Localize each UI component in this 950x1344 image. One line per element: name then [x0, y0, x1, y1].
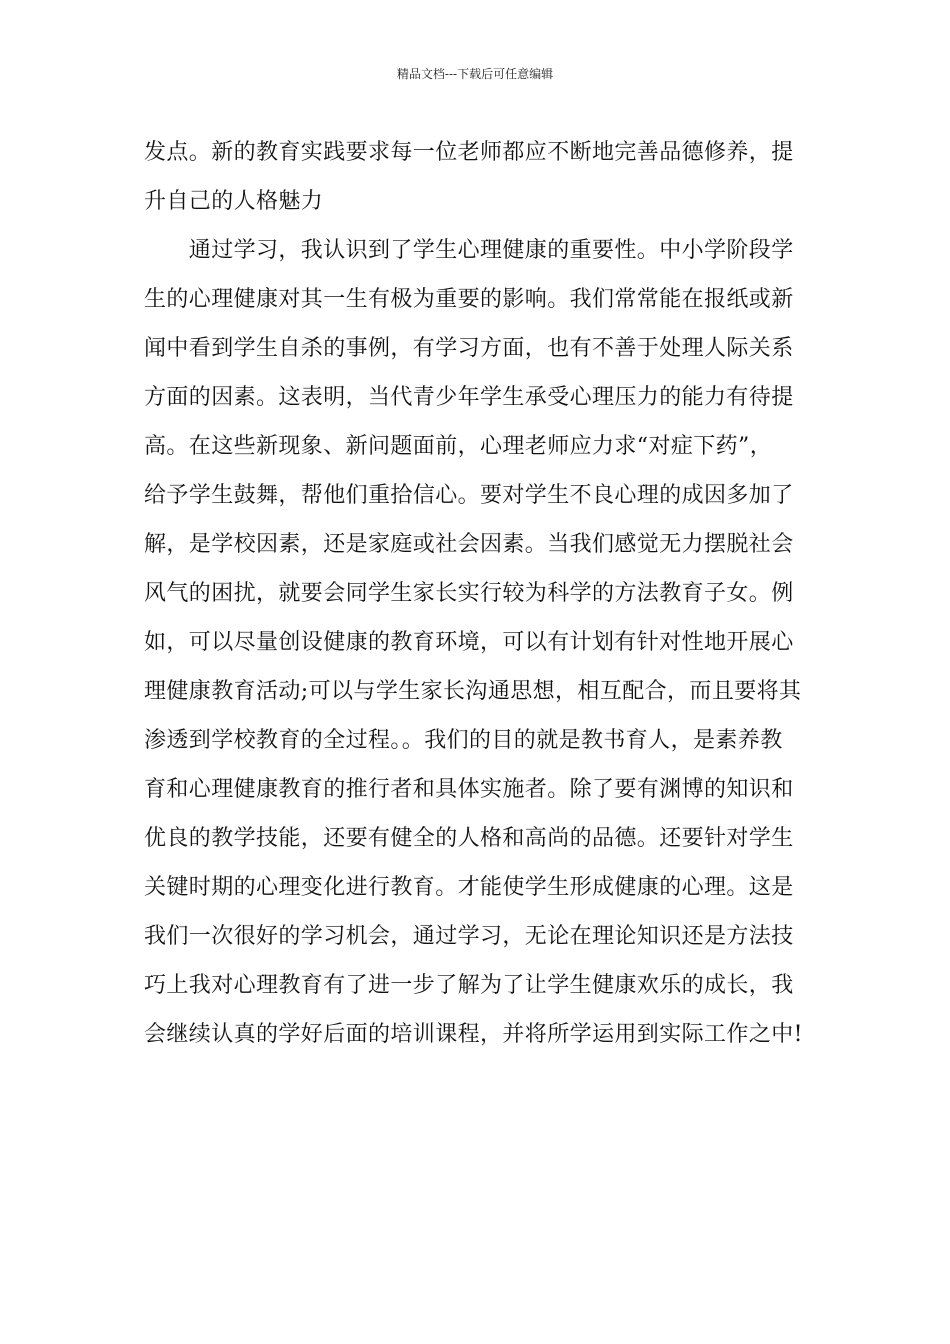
text-line: 育和心理健康教育的推行者和具体实施者。除了要有渊博的知识和 [144, 777, 794, 802]
text-line: 关键时期的心理变化进行教育。才能使学生形成健康的心理。这是 [144, 875, 794, 900]
text-line: 如，可以尽量创设健康的教育环境，可以有计划有针对性地开展心 [144, 630, 794, 655]
text-line: 升自己的人格魅力 [144, 189, 324, 214]
text-line: 我们一次很好的学习机会，通过学习，无论在理论知识还是方法技 [144, 924, 794, 949]
page-header: 精品文档---下载后可任意编辑 [396, 67, 554, 81]
text-line: 通过学习，我认识到了学生心理健康的重要性。中小学阶段学 [144, 238, 794, 263]
text-line: 方面的因素。这表明，当代青少年学生承受心理压力的能力有待提 [144, 385, 794, 410]
text-line: 给予学生鼓舞，帮他们重拾信心。要对学生不良心理的成因多加了 [144, 483, 794, 508]
text-line: 高。在这些新现象、新问题面前，心理老师应力求“对症下药”， [144, 434, 773, 459]
text-line: 解，是学校因素，还是家庭或社会因素。当我们感觉无力摆脱社会 [144, 532, 794, 557]
text-line: 发点。新的教育实践要求每一位老师都应不断地完善品德修养，提 [144, 140, 794, 165]
document-body [144, 128, 808, 1059]
text-line: 理健康教育活动;可以与学生家长沟通思想，相互配合，而且要将其 [144, 679, 802, 704]
text-line: 巧上我对心理教育有了进一步了解为了让学生健康欢乐的成长，我 [144, 973, 794, 998]
text-line: 生的心理健康对其一生有极为重要的影响。我们常常能在报纸或新 [144, 287, 794, 312]
text-line: 渗透到学校教育的全过程。。我们的目的就是教书育人，是素养教 [144, 728, 783, 753]
text-line: 闻中看到学生自杀的事例，有学习方面，也有不善于处理人际关系 [144, 336, 794, 361]
text-line: 优良的教学技能，还要有健全的人格和高尚的品德。还要针对学生 [144, 826, 794, 851]
text-line: 风气的困扰，就要会同学生家长实行较为科学的方法教育子女。例 [144, 581, 794, 606]
text-line: 会继续认真的学好后面的培训课程，并将所学运用到实际工作之中! [144, 1022, 803, 1047]
